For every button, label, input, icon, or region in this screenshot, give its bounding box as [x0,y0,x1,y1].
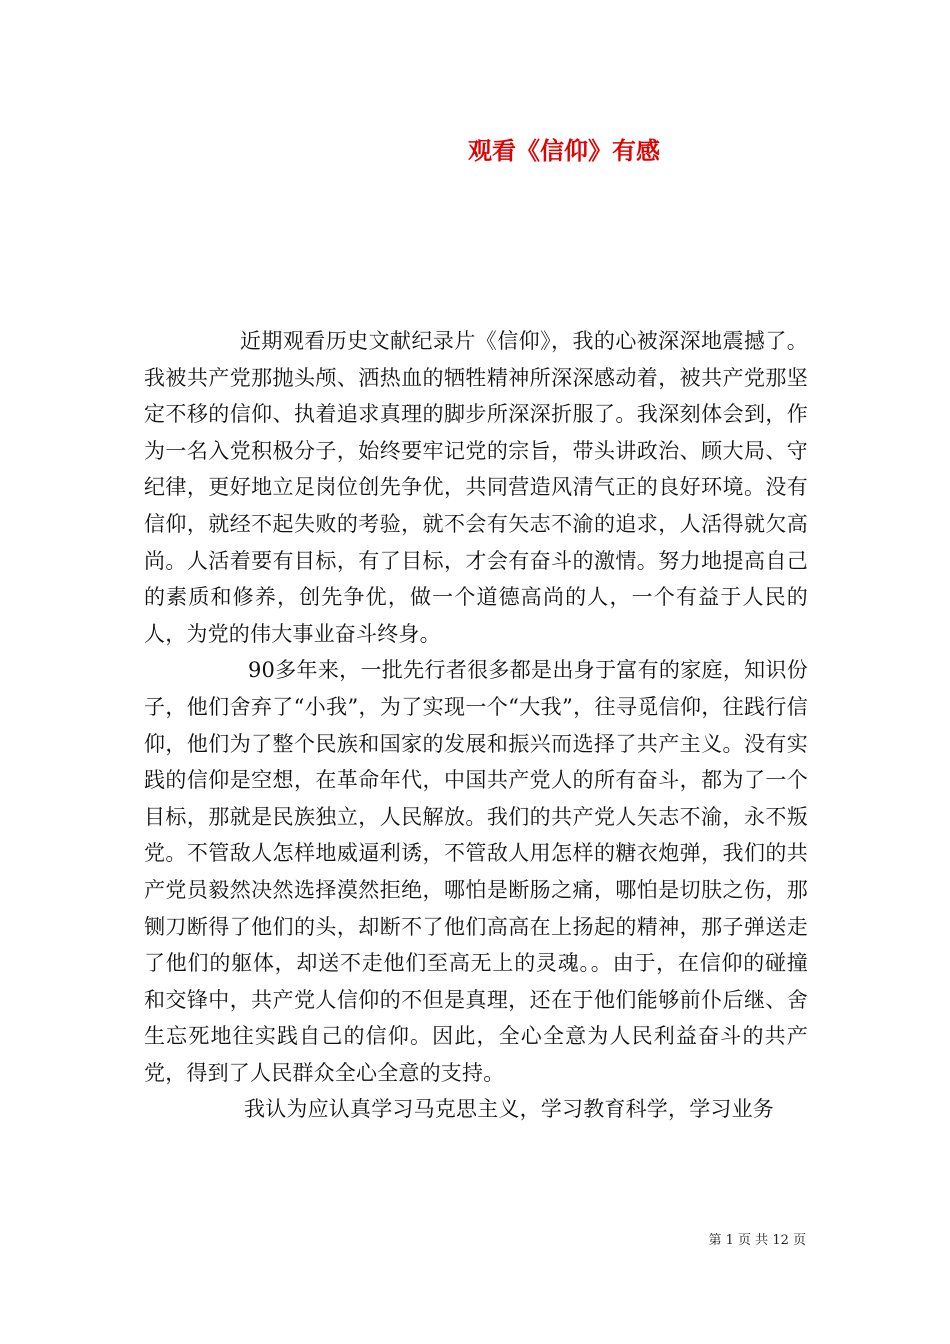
document-title: 观看《信仰》有感 [468,136,660,165]
document-body [144,323,808,1128]
paragraph: 我认为应认真学习马克思主义，学习教育科学，学习业务 [244,1097,774,1122]
page-number-footer: 第 1 页 共 12 页 [708,1233,806,1248]
paragraph: 90多年来，一批先行者很多都是出身于富有的家庭，知识份子，他们舍弃了“小我”，为了实现一个“大我”，往寻觅信仰，往践行信仰，他们为了整个民族和国家的发展和振兴而选择了共产主义。没有实践的信仰是空想，在革命年代，中国共产党人的所有奋斗，都为了一个目标，那就是民族独立，人民解放。我们的共产党人矢志不渝，永不叛党。不管敌人怎样地威逼利诱，不管敌人用怎样的糖衣炮弹，我们的共产党员毅然决然选择漠然拒绝，哪怕是断肠之痛，哪怕是切肤之伤，那铡刀断得了他们的头，却断不了他们高高在上扬起的精神，那子弹送走了他们的躯体，却送不走他们至高无上的灵魂。。由于，在信仰的碰撞和交锋中，共产党人信仰的不但是真理，还在于他们能够前仆后继、舍生忘死地往实践自己的信仰。因此，全心全意为人民利益奋斗的共产党，得到了人民群众全心全意的支持。 [144,658,808,1085]
paragraph: 近期观看历史文献纪录片《信仰》，我的心被深深地震撼了。我被共产党那抛头颅、洒热血的牺牲精神所深深感动着，被共产党那坚定不移的信仰、执着追求真理的脚步所深深折服了。我深刻体会到，作为一名入党积极分子，始终要牢记党的宗旨，带头讲政治、顾大局、守纪律，更好地立足岗位创先争优，共同营造风清气正的良好环境。没有信仰，就经不起失败的考验，就不会有矢志不渝的追求，人活得就欠高尚。人活着要有目标，有了目标，才会有奋斗的激情。努力地提高自己的素质和修养，创先争优，做一个道德高尚的人，一个有益于人民的人，为党的伟大事业奋斗终身。 [144,329,808,646]
